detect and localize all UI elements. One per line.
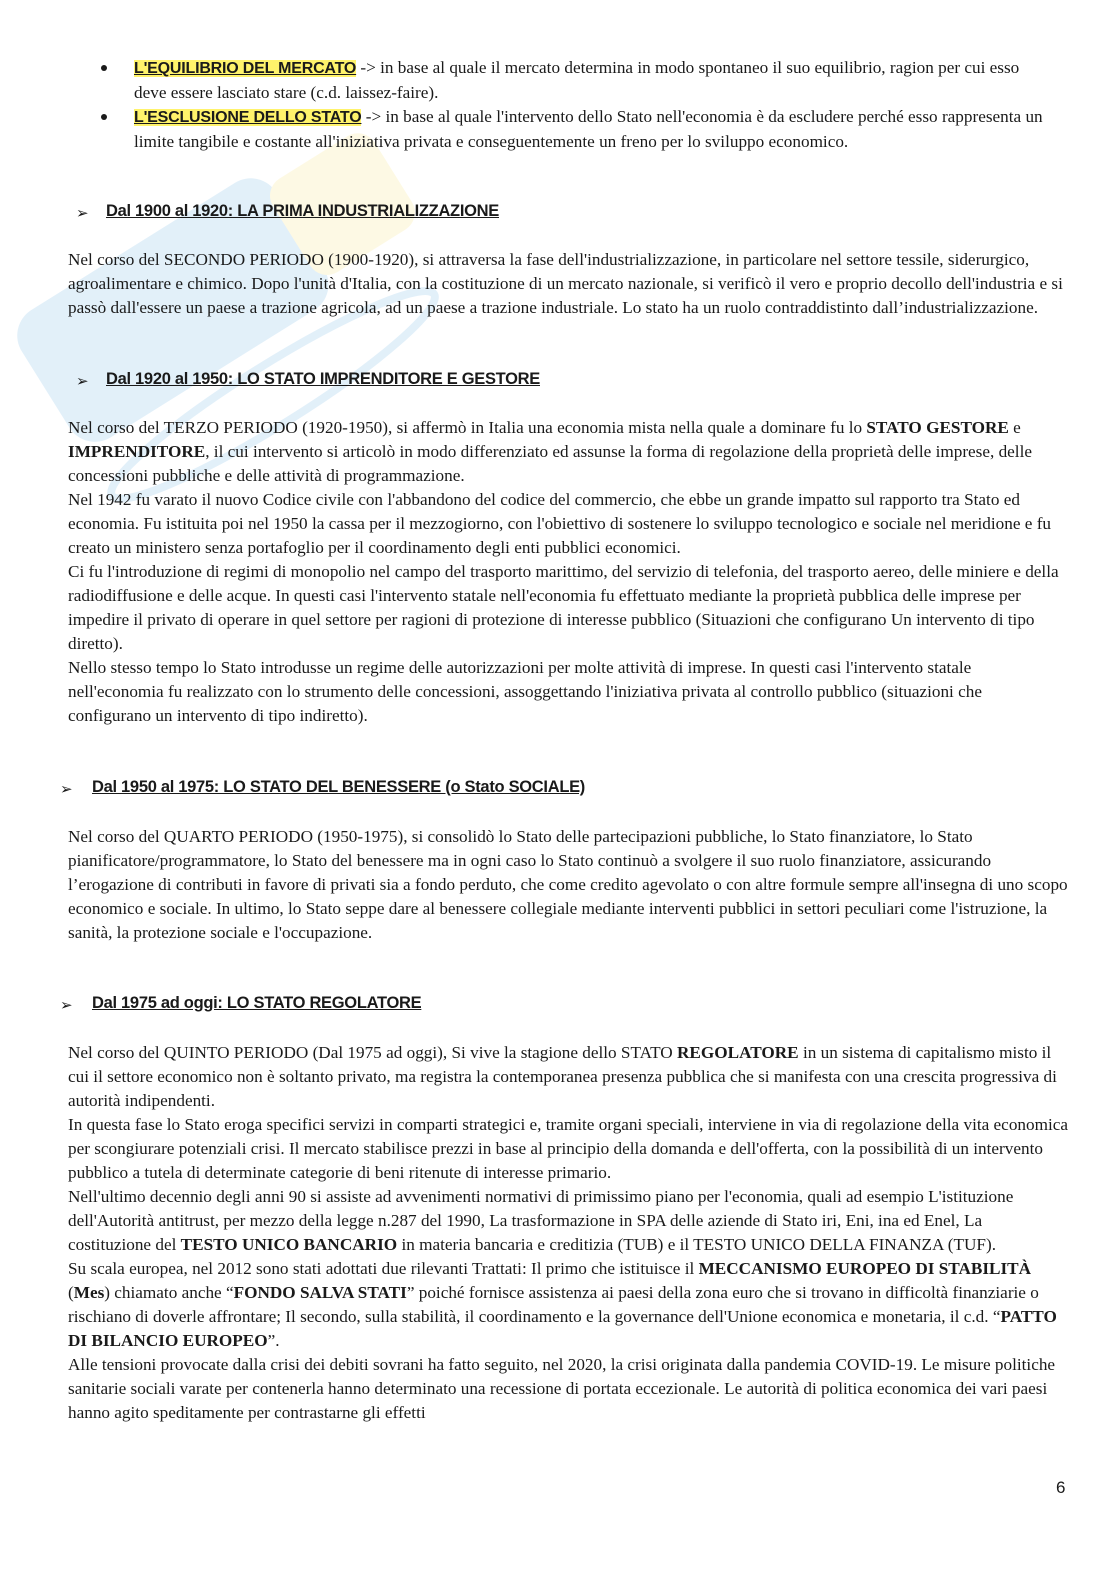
- bullet-keyword: L'EQUILIBRIO DEL MERCATO: [134, 60, 357, 77]
- list-item: [0, 105, 1043, 154]
- section-heading: Dal 1950 al 1975: LO STATO DEL BENESSERE (o Stato SOCIALE): [92, 778, 586, 796]
- arrow-bullet-icon: ➢: [76, 372, 89, 390]
- paragraph: Nel corso del SECONDO PERIODO (1900-1920), si attraversa la fase dell'industrializzazione, in particolare nel settore tessile, siderurgico, agroalimentare e chimico. Dopo l'unità d'Italia, con la costituzione di un mercato nazionale, si verificò il vero e proprio decollo dell'industria e si passò dall'essere un paese a trazione agricola, ad un paese a trazione industriale. Lo stato ha un ruolo contraddistinto dall’industrializzazione.: [68, 250, 1063, 317]
- bullet-text: L'ESCLUSIONE DELLO STATO -> in base al quale l'intervento dello Stato nell'economia è da escludere perché esso rappresenta un limite tangibile e costante all'iniziativa privata e conseguentemente un freno per lo sviluppo economico.: [134, 107, 1043, 151]
- list-item: [0, 56, 1020, 105]
- page-number: 6: [1056, 1478, 1066, 1497]
- bullet-text: L'EQUILIBRIO DEL MERCATO -> in base al quale il mercato determina in modo spontaneo il suo equilibrio, ragion per cui esso deve essere lasciato stare (c.d. laissez-faire).: [134, 58, 1020, 102]
- section-heading: Dal 1975 ad oggi: LO STATO REGOLATORE: [92, 994, 422, 1012]
- section-heading: Dal 1900 al 1920: LA PRIMA INDUSTRIALIZZAZIONE: [106, 202, 499, 220]
- bullet-keyword: L'ESCLUSIONE DELLO STATO: [134, 109, 362, 126]
- arrow-bullet-icon: ➢: [76, 204, 89, 222]
- arrow-bullet-icon: ➢: [60, 996, 73, 1014]
- bullet-icon: [101, 114, 107, 120]
- paragraph: Nel corso del TERZO PERIODO (1920-1950), si affermò in Italia una economia mista nella quale a dominare fu lo STATO GESTORE e IMPRENDITORE, il cui intervento si articolò in modo differenziato ed assunse la forma di regolazione della proprietà delle imprese, delle concessioni pubbliche e delle attività di programmazione. Nel 1942 fu varato il nuovo Codice civile con l'abbandono del codice del commercio, che ebbe un grande impatto sul rapporto tra Stato ed economia. Fu istituita poi nel 1950 la cassa per il mezzogiorno, con l'obiettivo di sostenere lo sviluppo tecnologico e sociale nel meridione e fu creato un ministero senza portafoglio per il coordinamento degli enti pubblici economici. Ci fu l'introduzione di regimi di monopolio nel campo del trasporto marittimo, del servizio di telefonia, del trasporto aereo, delle miniere e della radiodiffusione e delle acque. In questi casi l'intervento statale nell'economia fu effettuato mediante la proprietà pubblica delle imprese per impedire il privato di operare in quel settore per ragioni di protezione di interesse pubblico (Situazioni che configurano Un intervento di tipo diretto). Nello stesso tempo lo Stato introdusse un regime delle autorizzazioni per molte attività di imprese. In questi casi l'intervento statale nell'economia fu realizzato con lo strumento delle concessioni, assoggettando l'iniziativa privata al controllo pubblico (situazioni che configurano un intervento di tipo indiretto).: [68, 418, 1059, 725]
- section-heading: Dal 1920 al 1950: LO STATO IMPRENDITORE E GESTORE: [106, 370, 540, 388]
- paragraph: Nel corso del QUINTO PERIODO (Dal 1975 ad oggi), Si vive la stagione dello STATO REGOLATORE in un sistema di capitalismo misto il cui il settore economico non è soltanto privato, ma registra la contemporanea presenza pubblica che si manifesta con una crescita progressiva di autorità indipendenti. In questa fase lo Stato eroga specifici servizi in comparti strategici e, tramite organi speciali, interviene in via di regolazione della vita economica per scongiurare potenziali crisi. Il mercato stabilisce prezzi in base al principio della domanda e dell'offerta, con la possibilità di un intervento pubblico a tutela di determinate categorie di beni ritenute di interesse primario. Nell'ultimo decennio degli anni 90 si assiste ad avvenimenti normativi di primissimo piano per l'economia, quali ad esempio L'istituzione dell'Autorità antitrust, per mezzo della legge n.287 del 1990, La trasformazione in SPA delle aziende di Stato iri, Eni, ina ed Enel, La costituzione del TESTO UNICO BANCARIO in materia bancaria e creditizia (TUB) e il TESTO UNICO DELLA FINANZA (TUF). Su scala europea, nel 2012 sono stati adottati due rilevanti Trattati: Il primo che istituisce il MECCANISMO EUROPEO DI STABILITÀ (Mes) chiamato anche “FONDO SALVA STATI” poiché fornisce assistenza ai paesi della zona euro che si trovano in difficoltà finanziarie o rischiano di doverle affrontare; Il secondo, sulla stabilità, il coordinamento e la governance dell'Unione economica e monetaria, il c.d. “PATTO DI BILANCIO EUROPEO”. Alle tensioni provocate dalla crisi dei debiti sovrani ha fatto seguito, nel 2020, la crisi originata dalla pandemia COVID-19. Le misure politiche sanitarie sociali varate per contenerla hanno determinato una recessione di portata eccezionale. Le autorità di politica economica dei vari paesi hanno agito speditamente per contrastarne gli effetti: [68, 1043, 1068, 1422]
- bullet-icon: [101, 65, 107, 71]
- paragraph: Nel corso del QUARTO PERIODO (1950-1975), si consolidò lo Stato delle partecipazioni pubbliche, lo Stato finanziatore, lo Stato pianificatore/programmatore, lo Stato del benessere ma in ogni caso lo Stato continuò a svolgere il suo ruolo finanziatore, assicurando l’erogazione di contributi in favore di privati sia a fondo perduto, che come credito agevolato o con altre formule sempre all'insegna di uno scopo economico e sociale. In ultimo, lo Stato seppe dare al benessere collegiale mediante interventi pubblici in settori peculiari come l'istruzione, la sanità, la protezione sociale e l'occupazione.: [68, 827, 1068, 942]
- arrow-bullet-icon: ➢: [60, 780, 73, 798]
- bullet-list: [0, 56, 1043, 154]
